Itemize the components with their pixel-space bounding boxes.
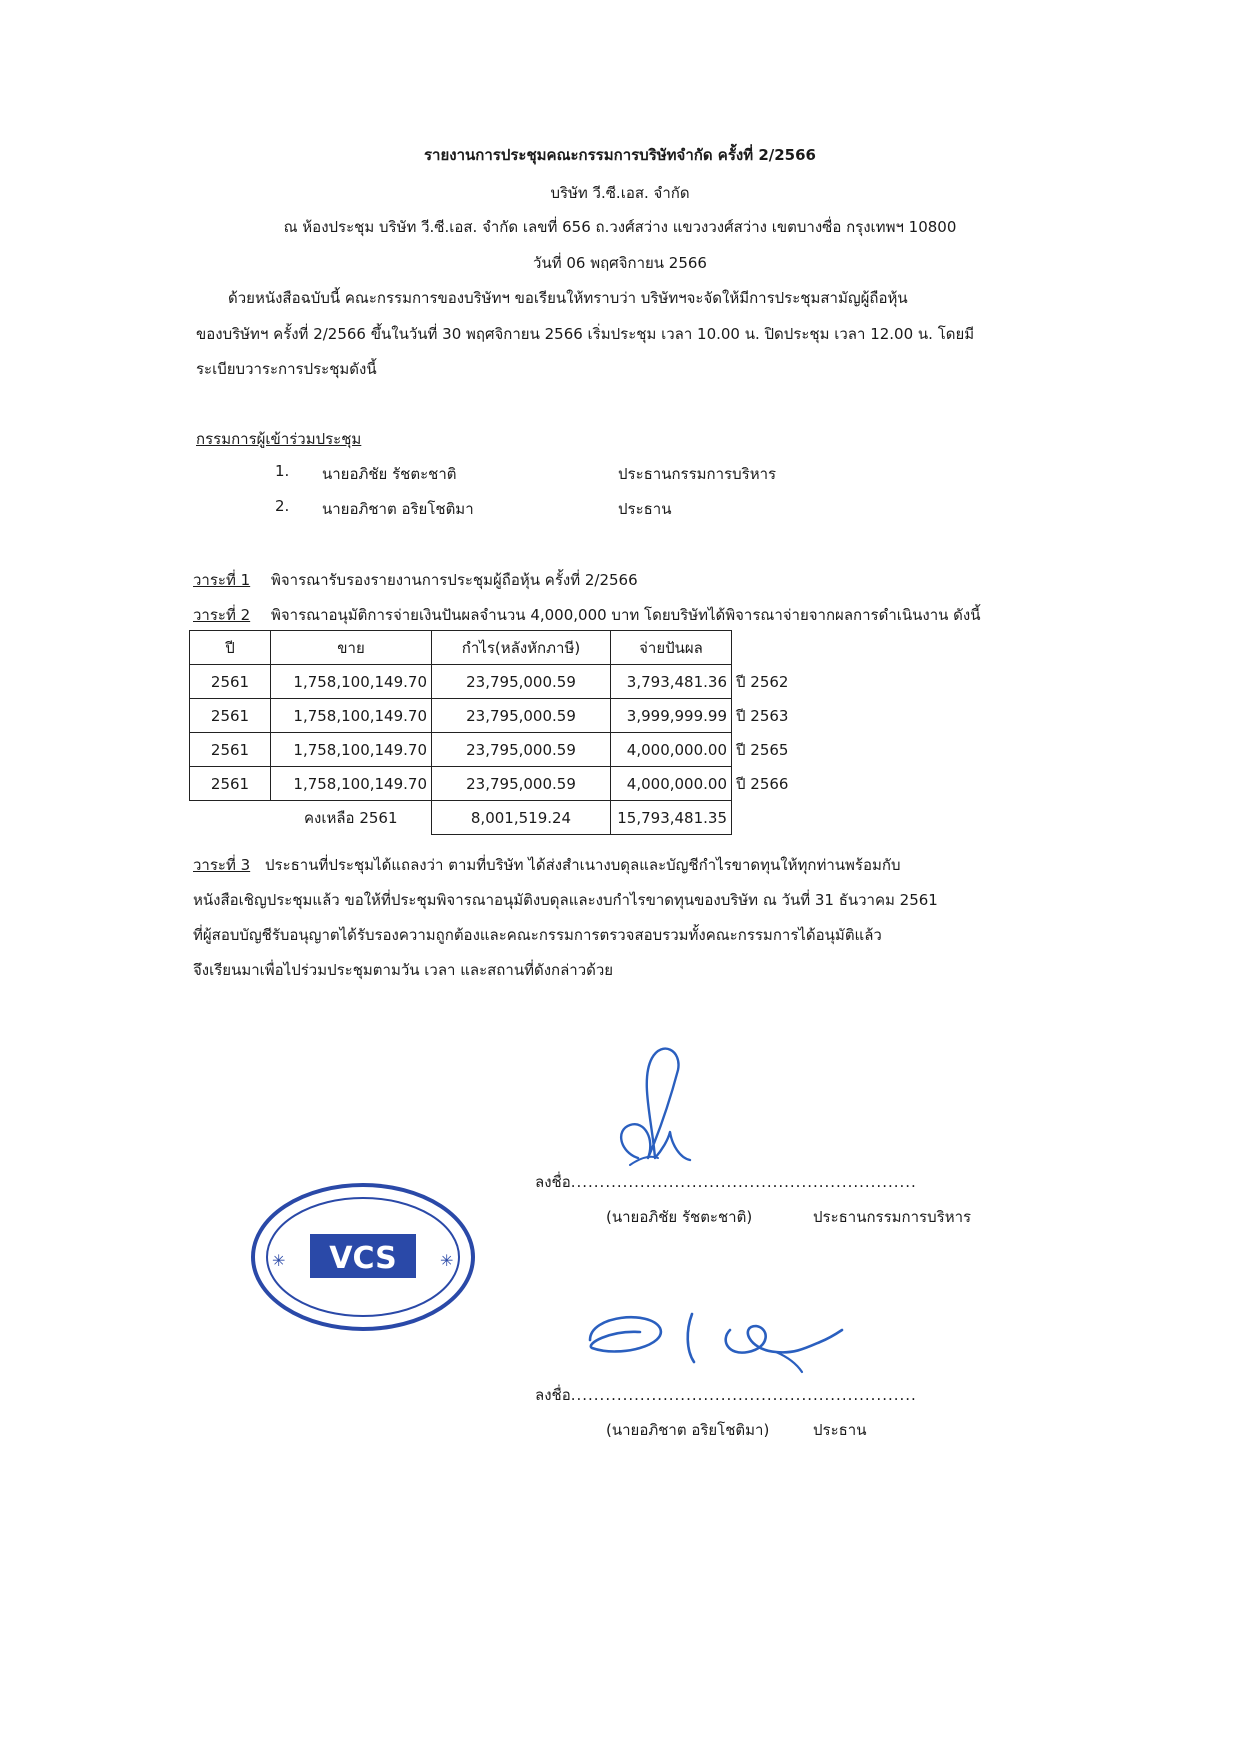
table-header-row xyxy=(190,631,801,665)
attendee-no: 2. xyxy=(275,497,290,515)
cell-profit: 23,795,000.59 xyxy=(432,699,611,733)
attendee-no: 1. xyxy=(275,462,290,480)
cell-note: ปี 2565 xyxy=(736,740,789,759)
cell-note: ปี 2563 xyxy=(736,706,789,725)
agenda-3-label: วาระที่ 3 xyxy=(193,856,251,874)
cell-year: 2561 xyxy=(190,699,271,733)
attendee-role: ประธานกรรมการบริหาร xyxy=(618,465,777,483)
sign-dots: ............................................................ xyxy=(570,1386,917,1404)
attendees-heading: กรรมการผู้เข้าร่วมประชุม xyxy=(196,430,362,448)
cell-profit: 23,795,000.59 xyxy=(432,733,611,767)
cell-dividend: 4,000,000.00 xyxy=(611,767,732,801)
agenda-3-line-3: ที่ผู้สอบบัญชีรับอนุญาตได้รับรองความถูกต้องและคณะกรรมการตรวจสอบรวมทั้งคณะกรรมการได้อนุมัติแล้ว xyxy=(193,926,882,944)
attendee-name: นายอภิชาต อริยโชติมา xyxy=(322,500,474,518)
sign-label: ลงชื่อ xyxy=(535,1386,571,1404)
signature-1-line xyxy=(535,1170,917,1194)
remaining-profit: 8,001,519.24 xyxy=(432,801,611,835)
cell-year: 2561 xyxy=(190,733,271,767)
cell-profit: 23,795,000.59 xyxy=(432,767,611,801)
attendee-role: ประธาน xyxy=(618,500,672,518)
meeting-location: ณ ห้องประชุม บริษัท วี.ซี.เอส. จำกัด เลขที่ 656 ถ.วงศ์สว่าง แขวงวงศ์สว่าง เขตบางซื่อ กรุงเทพฯ 10800 xyxy=(283,218,957,236)
table-row xyxy=(190,699,801,733)
meeting-date: วันที่ 06 พฤศจิกายน 2566 xyxy=(533,254,707,272)
cell-dividend: 3,793,481.36 xyxy=(611,665,732,699)
cell-year: 2561 xyxy=(190,767,271,801)
signatory-2-role: ประธาน xyxy=(813,1421,867,1439)
cell-note: ปี 2562 xyxy=(736,672,789,691)
stamp-logo-text: VCS xyxy=(329,1241,397,1276)
agenda-2-text: พิจารณาอนุมัติการจ่ายเงินปันผลจำนวน 4,000,000 บาท โดยบริษัทได้พิจารณาจ่ายจากผลการดำเนินงาน ดังนี้ xyxy=(271,606,981,624)
cell-dividend: 4,000,000.00 xyxy=(611,733,732,767)
sign-label: ลงชื่อ xyxy=(535,1173,571,1191)
signatory-1-name: (นายอภิชัย รัชตะชาติ) xyxy=(606,1208,753,1226)
sign-dots: ............................................................ xyxy=(570,1173,917,1191)
column-header: จ่ายปันผล xyxy=(611,631,732,665)
signature-2-image xyxy=(580,1300,860,1380)
agenda-3-line-1: ประธานที่ประชุมได้แถลงว่า ตามที่บริษัท ได้ส่งสำเนางบดุลและบัญชีกำไรขาดทุนให้ทุกท่านพร้อมกับ xyxy=(265,856,901,874)
table-total-row xyxy=(190,801,801,835)
signature-2-line xyxy=(535,1383,917,1407)
agenda-1-label: วาระที่ 1 xyxy=(193,571,251,589)
agenda-3-line-2: หนังสือเชิญประชุมแล้ว ขอให้ที่ประชุมพิจารณาอนุมัติงบดุลและงบกำไรขาดทุนของบริษัท ณ วันที่ 31 ธันวาคม 2561 xyxy=(193,891,938,909)
table-row xyxy=(190,733,801,767)
cell-sales: 1,758,100,149.70 xyxy=(271,733,432,767)
cell-dividend: 3,999,999.99 xyxy=(611,699,732,733)
cell-sales: 1,758,100,149.70 xyxy=(271,665,432,699)
remaining-label: คงเหลือ 2561 xyxy=(271,801,432,835)
company-stamp xyxy=(248,1180,478,1335)
cell-sales: 1,758,100,149.70 xyxy=(271,699,432,733)
agenda-3-line-4: จึงเรียนมาเพื่อไปร่วมประชุมตามวัน เวลา และสถานที่ดังกล่าวด้วย xyxy=(193,961,614,979)
attendee-name: นายอภิชัย รัชตะชาติ xyxy=(322,465,457,483)
cell-note: ปี 2566 xyxy=(736,774,789,793)
cell-sales: 1,758,100,149.70 xyxy=(271,767,432,801)
column-header: ปี xyxy=(190,631,271,665)
document-title: รายงานการประชุมคณะกรรมการบริษัทจำกัด ครั้งที่ 2/2566 xyxy=(424,146,816,164)
signature-1-image xyxy=(600,1040,720,1180)
column-header: ขาย xyxy=(271,631,432,665)
agenda-1-text: พิจารณารับรองรายงานการประชุมผู้ถือหุ้น ครั้งที่ 2/2566 xyxy=(271,571,638,589)
table-row xyxy=(190,665,801,699)
cell-year: 2561 xyxy=(190,665,271,699)
remaining-dividend: 15,793,481.35 xyxy=(611,801,732,835)
column-header: กำไร(หลังหักภาษี) xyxy=(432,631,611,665)
company-name: บริษัท วี.ซี.เอส. จำกัด xyxy=(550,184,690,202)
dividend-table xyxy=(189,630,801,835)
intro-line-1: ด้วยหนังสือฉบับนี้ คณะกรรมการของบริษัทฯ ขอเรียนให้ทราบว่า บริษัทฯจะจัดให้มีการประชุมสามัญผู้ถือหุ้น xyxy=(228,289,908,307)
svg-text:✳: ✳ xyxy=(272,1251,286,1270)
signatory-1-role: ประธานกรรมการบริหาร xyxy=(813,1208,972,1226)
svg-text:✳: ✳ xyxy=(440,1251,454,1270)
intro-line-2: ของบริษัทฯ ครั้งที่ 2/2566 ขึ้นในวันที่ 30 พฤศจิกายน 2566 เริ่มประชุม เวลา 10.00 น. ปิดประชุม เวลา 12.00 น. โดยมี xyxy=(196,325,975,343)
signatory-2-name: (นายอภิชาต อริยโชติมา) xyxy=(606,1421,770,1439)
table-row xyxy=(190,767,801,801)
cell-profit: 23,795,000.59 xyxy=(432,665,611,699)
intro-line-3: ระเบียบวาระการประชุมดังนี้ xyxy=(196,360,377,378)
agenda-2-label: วาระที่ 2 xyxy=(193,606,251,624)
